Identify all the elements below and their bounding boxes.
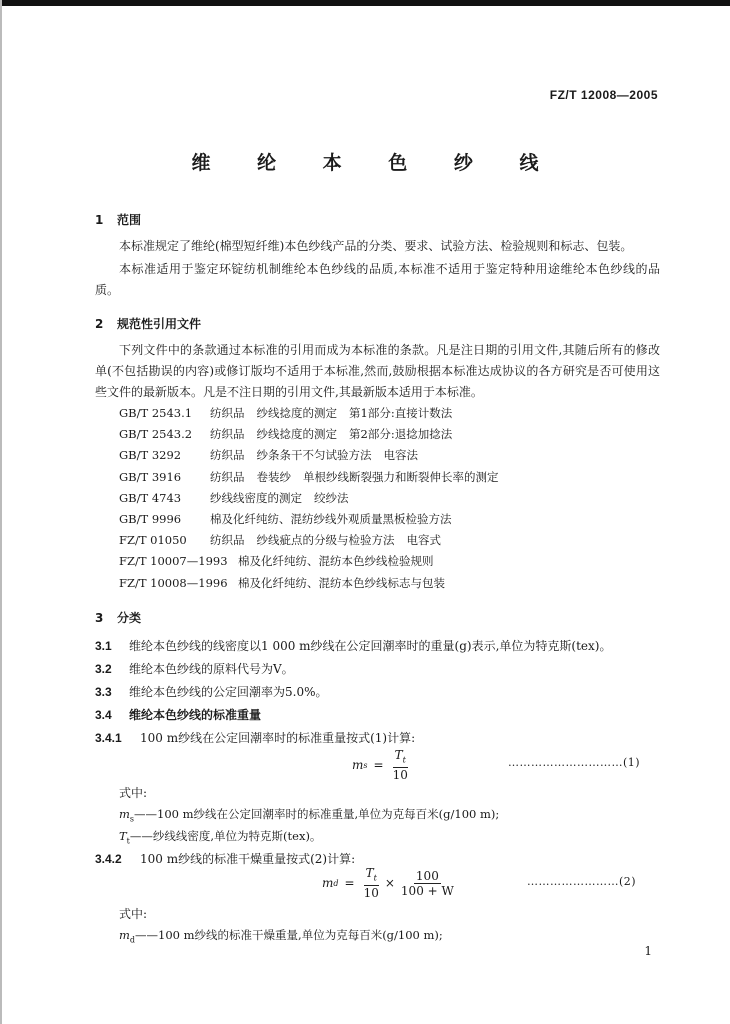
numerator: 100 [415, 868, 439, 883]
section-number: 2 [95, 317, 104, 331]
fraction [364, 866, 379, 900]
reference-code: FZ/T 01050 [119, 533, 187, 548]
section-title: 分类 [117, 611, 142, 625]
clause-3-4-1 [95, 729, 415, 746]
definition-symbol: T [119, 829, 127, 843]
formula-1 [352, 748, 411, 782]
reference-title-part: 纺织品 [210, 469, 245, 484]
formula-lhs-subscript: s [363, 760, 368, 770]
clause-3-4-2 [95, 850, 355, 867]
reference-title-part: 纱线线密度的测定 [210, 490, 302, 505]
reference-code: GB/T 2543.2 [119, 427, 193, 442]
reference-code: FZ/T 10008—1996 [119, 575, 228, 590]
numerator-subscript: t [373, 873, 377, 883]
formula-lhs: m [352, 758, 364, 773]
clause-3-4 [95, 706, 261, 723]
reference-title-part: 纺织品 [210, 448, 245, 463]
reference-item [119, 445, 499, 466]
numerator-subscript: t [402, 755, 406, 765]
section-heading-classification [95, 609, 141, 626]
reference-item [119, 509, 499, 530]
definition-subscript: d [129, 935, 136, 945]
reference-item [119, 530, 499, 551]
formula-2 [322, 866, 457, 900]
numerator-symbol: T [394, 748, 403, 762]
clause-number: 3.3 [95, 685, 112, 699]
denominator: 10 [363, 886, 379, 901]
reference-item [119, 488, 499, 509]
section-number: 1 [95, 213, 104, 227]
clause-number: 3.4 [95, 708, 112, 722]
reference-title-part: 棉及化纤纯纺、混纺纱线外观质量黑板检验方法 [210, 511, 452, 526]
reference-title-part: 单根纱线断裂强力和断裂伸长率的测定 [303, 469, 499, 484]
clause-text: 100 m纱线的标准干燥重量按式(2)计算: [140, 852, 356, 866]
reference-code: FZ/T 10007—1993 [119, 554, 228, 569]
reference-item [119, 573, 499, 594]
section-title: 范围 [117, 213, 142, 227]
reference-title-part: 绞纱法 [314, 490, 349, 505]
definition-text: ——100 m纱线在公定回潮率时的标准重量,单位为克每百米(g/100 m); [134, 807, 500, 821]
reference-item [119, 551, 499, 572]
clause-text: 维纶本色纱线的原料代号为V。 [129, 662, 294, 676]
numerator [364, 866, 379, 886]
clause-number: 3.4.2 [95, 852, 122, 866]
reference-title-part: 纺织品 [210, 406, 245, 420]
equals-sign: = [344, 876, 355, 891]
scope-paragraph-1: 本标准规定了维纶(棉型短纤维)本色纱线产品的分类、要求、试验方法、检验规则和标志、包装。 [119, 239, 633, 253]
reference-title-part: 纱线捻度的测定 [256, 406, 337, 420]
denominator: 100 + W [400, 883, 454, 898]
equation-number-2: ……………………(2) [527, 875, 637, 888]
fraction [393, 748, 408, 782]
clause-text: 维纶本色纱线的公定回潮率为5.0%。 [129, 685, 328, 699]
definition-symbol: m [119, 928, 130, 942]
reference-code: GB/T 3292 [119, 448, 182, 463]
page-number: 1 [644, 944, 652, 958]
reference-item [119, 424, 499, 445]
clause-3-1 [95, 637, 611, 654]
clause-text: 维纶本色纱线的线密度以1 000 m纱线在公定回潮率时的重量(g)表示,单位为特克斯(tex)。 [129, 639, 612, 653]
reference-title-part: 第1部分:直接计数法 [349, 406, 453, 420]
reference-code: GB/T 2543.1 [119, 406, 193, 420]
section-title: 规范性引用文件 [117, 317, 202, 331]
clause-text: 维纶本色纱线的标准重量 [129, 708, 262, 722]
fraction [401, 869, 454, 898]
section-number: 3 [95, 611, 104, 625]
clause-3-2 [95, 660, 294, 677]
definition-symbol: m [119, 807, 130, 821]
reference-code: GB/T 3916 [119, 469, 182, 484]
document-code: FZ/T 12008—2005 [549, 88, 658, 102]
denominator: 10 [392, 768, 408, 783]
reference-title-part: 纺织品 [210, 533, 245, 548]
refs-intro-paragraph: 下列文件中的条款通过本标准的引用而成为本标准的条款。凡是注日期的引用文件,其随后所有的修改单(不包括勘误的内容)或修订版均不适用于本标准,然而,鼓励根据本标准达成协议的各方研究是否可使用这些文件的最新版本。凡是不注日期的引用文件,其最新版本适用于本标准。 [95, 343, 660, 399]
reference-title-part: 纱条条干不匀试验方法 [256, 448, 372, 463]
equation-number-1: …………………………(1) [508, 756, 641, 769]
formula-lhs-subscript: d [333, 878, 339, 888]
clause-3-3 [95, 683, 328, 700]
reference-title-part: 卷装纱 [256, 469, 291, 484]
reference-list [119, 403, 499, 594]
reference-code: GB/T 4743 [119, 490, 182, 505]
reference-title-part: 棉及化纤纯纺、混纺本色纱线检验规则 [238, 554, 434, 569]
numerator-symbol: T [365, 866, 374, 880]
reference-title-part: 纺织品 [210, 427, 245, 442]
clause-number: 3.2 [95, 662, 112, 676]
scope-paragraph-2: 本标准适用于鉴定环锭纺机制维纶本色纱线的品质,本标准不适用于鉴定特种用途维纶本色纱线的品质。 [95, 262, 660, 297]
clause-text: 100 m纱线在公定回潮率时的标准重量按式(1)计算: [140, 731, 416, 745]
numerator [393, 748, 408, 768]
definition-md [119, 927, 443, 944]
definition-text: ——100 m纱线的标准干燥重量,单位为克每百米(g/100 m); [135, 928, 443, 942]
where-label-1: 式中: [119, 786, 148, 800]
reference-title-part: 电容式 [406, 533, 441, 548]
section-heading-refs [95, 315, 201, 332]
reference-title-part: 纱线捻度的测定 [256, 427, 337, 442]
reference-item [119, 403, 499, 424]
reference-title-part: 纱线疵点的分级与检验方法 [256, 533, 395, 548]
definition-subscript: t [126, 836, 130, 846]
reference-title-part: 电容法 [383, 448, 418, 463]
definition-tt [119, 828, 321, 845]
reference-title-part: 棉及化纤纯纺、混纺本色纱线标志与包装 [238, 575, 445, 590]
document-title: 维 纶 本 色 纱 线 [191, 152, 559, 174]
section-heading-scope [95, 211, 141, 228]
reference-code: GB/T 9996 [119, 511, 182, 526]
definition-text: ——纱线线密度,单位为特克斯(tex)。 [129, 829, 322, 843]
clause-number: 3.4.1 [95, 731, 122, 745]
formula-lhs: m [322, 876, 334, 891]
clause-number: 3.1 [95, 639, 112, 653]
definition-ms [119, 806, 499, 823]
definition-subscript: s [129, 814, 135, 824]
multiply-sign: × [384, 876, 395, 891]
scan-top-border [0, 0, 730, 6]
equals-sign: = [373, 758, 384, 773]
where-label-2: 式中: [119, 907, 148, 921]
reference-item [119, 467, 499, 488]
reference-title-part: 第2部分:退捻加捻法 [349, 427, 453, 442]
